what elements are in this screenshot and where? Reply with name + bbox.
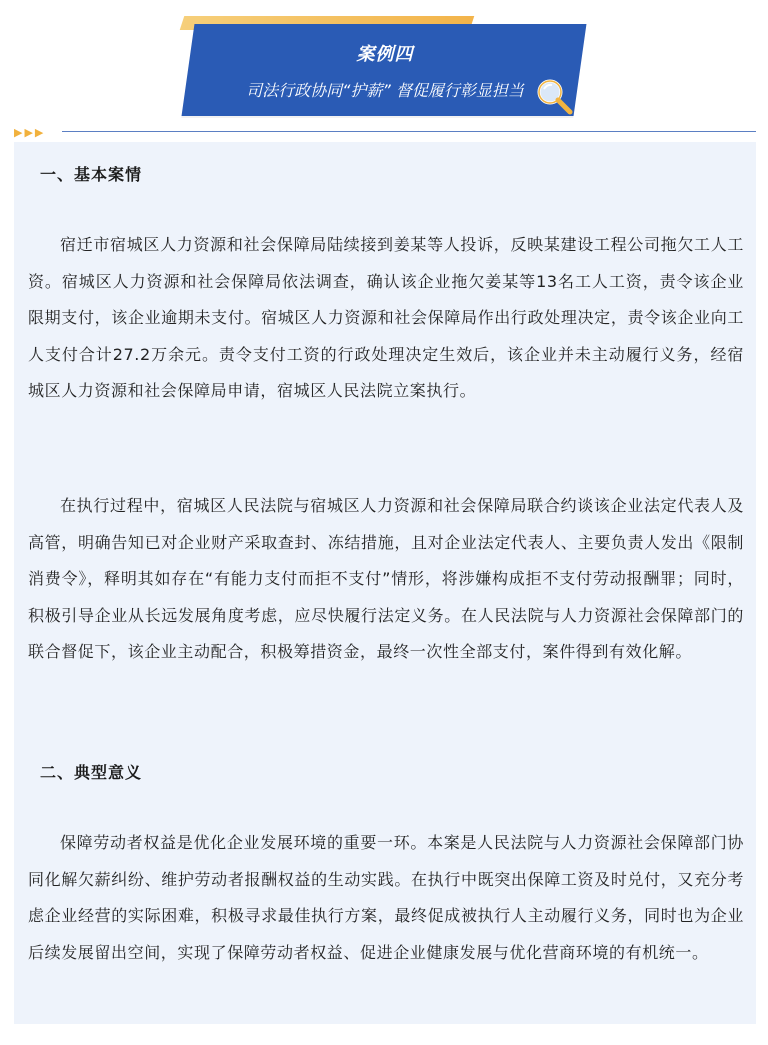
banner-title: 案例四 xyxy=(356,44,414,65)
section-heading-significance: 二、典型意义 xyxy=(40,763,143,782)
paragraph: 在执行过程中，宿城区人民法院与宿城区人力资源和社会保障局联合约谈该企业法定代表人及高管，明确告知已对企业财产采取查封、冻结措施，且对企业法定代表人、主要负责人发出《限制消费令》，释明其如存在“有能力支付而拒不支付”情形，将涉嫌构成拒不支付劳动报酬罪；同时，积极引导企业从长远发展角度考虑，应尽快履行法定义务。在人民法院与人力资源社会保障部门的联合督促下，该企业主动配合，积极筹措资金，最终一次性全部支付，案件得到有效化解。 xyxy=(28,496,744,661)
case-banner xyxy=(180,16,590,124)
divider-line xyxy=(62,131,756,132)
paragraph: 保障劳动者权益是优化企业发展环境的重要一环。本案是人民法院与人力资源社会保障部门协同化解欠薪纠纷、维护劳动者报酬权益的生动实践。在执行中既突出保障工资及时兑付，又充分考虑企业经营的实际困难，积极寻求最佳执行方案，最终促成被执行人主动履行义务，同时也为企业后续发展留出空间，实现了保障劳动者权益、促进企业健康发展与优化营商环境的有机统一。 xyxy=(28,833,744,962)
magnifier-icon xyxy=(532,74,576,118)
content-card xyxy=(14,142,756,1024)
banner-subtitle: 司法行政协同“护薪” 督促履行彰显担当 xyxy=(246,81,524,100)
triangle-arrows-icon: ▶▶▶ xyxy=(14,126,46,139)
section-divider xyxy=(14,126,756,139)
banner-text xyxy=(180,40,590,101)
paragraph: 宿迁市宿城区人力资源和社会保障局陆续接到姜某等人投诉，反映某建设工程公司拖欠工人工资。宿城区人力资源和社会保障局依法调查，确认该企业拖欠姜某等13名工人工资，责令该企业限期支付，该企业逾期未支付。宿城区人力资源和社会保障局作出行政处理决定，责令该企业向工人支付合计27.2万余元。责令支付工资的行政处理决定生效后，该企业并未主动履行义务，经宿城区人力资源和社会保障局申请，宿城区人民法院立案执行。 xyxy=(28,235,744,400)
section-heading-basic-facts: 一、基本案情 xyxy=(40,165,143,184)
